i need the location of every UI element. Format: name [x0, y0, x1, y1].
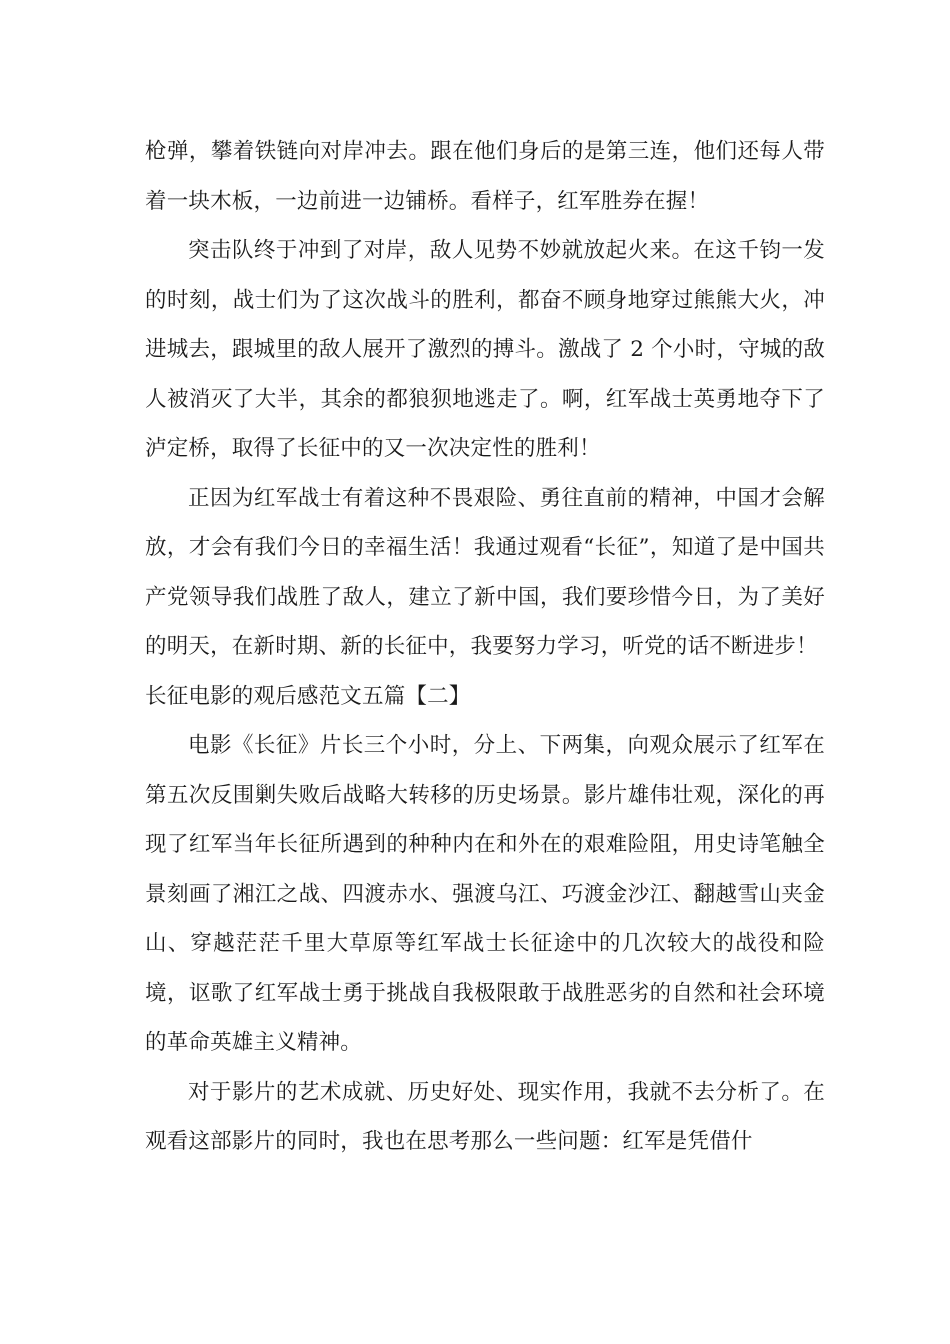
paragraph-river-crossing: 突击队终于冲到了对岸，敌人见势不妙就放起火来。在这千钧一发的时刻，战士们为了这次战斗的胜利，都奋不顾身地穿过熊熊大火，冲进城去，跟城里的敌人展开了激烈的搏斗。激战了 2 个小时，守城的敌人被消灭了大半，其余的都狼狈地逃走了。啊，红军战士英勇地夺下了泸定桥，取得了长征中的又一次决定性的胜利！	[145, 238, 825, 461]
paragraph-film-intro: 电影《长征》片长三个小时，分上、下两集，向观众展示了红军在第五次反围剿失败后战略大转移的历史场景。影片雄伟壮观，深化的再现了红军当年长征所遇到的种种内在和外在的艰难险阻，用史诗笔触全景刻画了湘江之战、四渡赤水、强渡乌江、巧渡金沙江、翻越雪山夹金山、穿越茫茫千里大草原等红军战士长征途中的几次较大的战役和险境，讴歌了红军战士勇于挑战自我极限敢于战胜恶劣的自然和社会环境的革命英雄主义精神。	[145, 733, 825, 1055]
paragraph-reflection: 对于影片的艺术成就、历史好处、现实作用，我就不去分析了。在观看这部影片的同时，我也在思考那么一些问题：红军是凭借什	[145, 1079, 825, 1154]
document-body	[145, 127, 825, 1167]
paragraph-conclusion: 正因为红军战士有着这种不畏艰险、勇往直前的精神，中国才会解放，才会有我们今日的幸福生活！我通过观看“长征”，知道了是中国共产党领导我们战胜了敌人，建立了新中国，我们要珍惜今日，为了美好的明天，在新时期、新的长征中，我要努力学习，听党的话不断进步！	[145, 485, 825, 659]
paragraph-continued: 枪弹，攀着铁链向对岸冲去。跟在他们身后的是第三连，他们还每人带着一块木板，一边前进一边铺桥。看样子，红军胜券在握！	[145, 139, 825, 214]
section-heading: 长征电影的观后感范文五篇【二】	[145, 683, 471, 709]
